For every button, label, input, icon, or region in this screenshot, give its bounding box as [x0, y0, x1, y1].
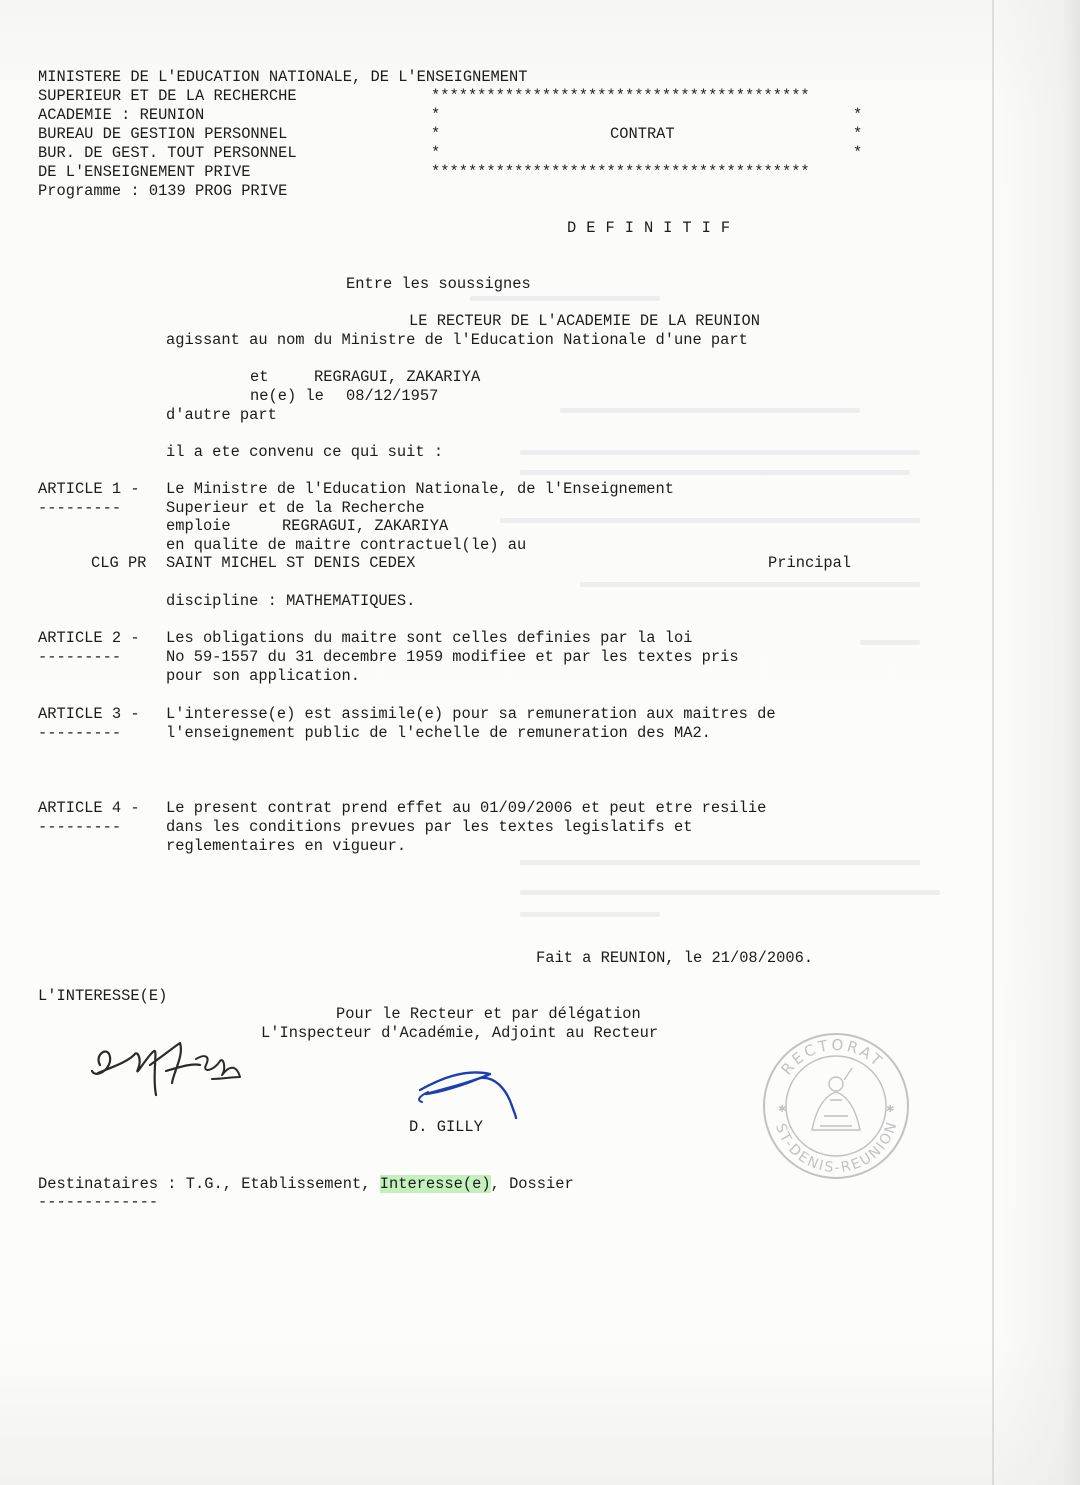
bleed-through-line: [520, 912, 660, 917]
article-3-line-2: l'enseignement public de l'echelle de remuneration des MA2.: [166, 724, 711, 742]
article-1-emploie: emploie: [166, 517, 231, 535]
header-programme: Programme : 0139 PROG PRIVE: [38, 182, 288, 200]
rectorat-stamp: [760, 1030, 912, 1182]
inspecteur-line: L'Inspecteur d'Académie, Adjoint au Recteur: [261, 1024, 659, 1042]
intro-born-date: 08/12/1957: [346, 387, 439, 405]
article-2-line-2: No 59-1557 du 31 decembre 1959 modifiee et par les textes pris: [166, 648, 739, 666]
header-enseignement-prive: DE L'ENSEIGNEMENT PRIVE: [38, 163, 251, 181]
employee-signature: [88, 1035, 248, 1110]
box-left-star: *: [431, 125, 441, 143]
recipients-line: [38, 1175, 574, 1193]
recipients-end: , Dossier: [490, 1175, 574, 1193]
box-left-star: *: [431, 144, 441, 162]
article-4-line-2: dans les conditions prevues par les textes legislatifs et: [166, 818, 693, 836]
contract-status: DEFINITIF: [567, 219, 741, 237]
stamp-bottom-text: ST-DENIS-REUNION: [771, 1118, 901, 1177]
intro-et: et: [250, 368, 269, 386]
intro-agissant: agissant au nom du Ministre de l'Education Nationale d'une part: [166, 331, 748, 349]
article-2-dashes: ---------: [38, 648, 122, 666]
box-left-star: *: [431, 106, 441, 124]
bleed-through-line: [860, 640, 920, 645]
header-bureau: BUREAU DE GESTION PERSONNEL: [38, 125, 288, 143]
article-2-line-1: Les obligations du maitre sont celles definies par la loi: [166, 629, 693, 647]
article-3-dashes: ---------: [38, 724, 122, 742]
recipients-dashes: -------------: [38, 1193, 159, 1211]
stamp-top-text: RECTORAT: [777, 1035, 888, 1079]
box-right-star: *: [853, 106, 863, 124]
bleed-through-line: [470, 296, 660, 301]
article-2-line-3: pour son application.: [166, 667, 360, 685]
stamp-emblem: [812, 1068, 860, 1130]
bleed-through-line: [580, 582, 920, 587]
article-1-line-4: en qualite de maitre contractuel(le) au: [166, 536, 527, 554]
contract-title: CONTRAT: [610, 125, 675, 143]
bleed-through-line: [520, 890, 940, 895]
article-4-line-3: reglementaires en vigueur.: [166, 837, 407, 855]
box-right-star: *: [853, 144, 863, 162]
bleed-through-line: [520, 450, 920, 455]
article-1-discipline: discipline : MATHEMATIQUES.: [166, 592, 416, 610]
article-1-name: REGRAGUI, ZAKARIYA: [282, 517, 449, 535]
article-1-role: Principal: [768, 554, 852, 572]
article-3-label: ARTICLE 3 -: [38, 705, 140, 723]
article-1-dashes: ---------: [38, 499, 122, 517]
delegation-line: Pour le Recteur et par délégation: [336, 1005, 641, 1023]
intro-born-label: ne(e) le: [250, 387, 324, 405]
article-1-school: SAINT MICHEL ST DENIS CEDEX: [166, 554, 416, 572]
article-2-label: ARTICLE 2 -: [38, 629, 140, 647]
intro-name: REGRAGUI, ZAKARIYA: [314, 368, 481, 386]
article-1-line-2: Superieur et de la Recherche: [166, 499, 425, 517]
bleed-through-line: [520, 860, 920, 865]
bleed-through-line: [560, 408, 860, 413]
paper-fold-line: [992, 0, 994, 1485]
intro-entre: Entre les soussignes: [346, 275, 531, 293]
recipients-highlighted: Interesse(e): [379, 1175, 491, 1193]
svg-text:✱: ✱: [886, 1104, 895, 1115]
box-top-border: *****************************************: [431, 87, 810, 105]
recipients-label: Destinataires : T.G., Etablissement,: [38, 1175, 371, 1193]
place-date: Fait a REUNION, le 21/08/2006.: [536, 949, 814, 967]
intro-autre-part: d'autre part: [166, 406, 277, 424]
header-bureau-gest: BUR. DE GEST. TOUT PERSONNEL: [38, 144, 297, 162]
article-3-line-1: L'interesse(e) est assimile(e) pour sa remuneration aux maitres de: [166, 705, 776, 723]
paper-edge-shadow: [994, 0, 1080, 1485]
article-4-label: ARTICLE 4 -: [38, 799, 140, 817]
intro-convenu: il a ete convenu ce qui suit :: [166, 443, 444, 461]
svg-text:✱: ✱: [778, 1104, 787, 1115]
header-academie: ACADEMIE : REUNION: [38, 106, 205, 124]
box-bottom-border: *****************************************: [431, 163, 810, 181]
header-ministry-line-2: SUPERIEUR ET DE LA RECHERCHE: [38, 87, 297, 105]
article-1-label: ARTICLE 1 -: [38, 480, 140, 498]
signatory-name: D. GILLY: [409, 1118, 483, 1136]
article-1-school-prefix: CLG PR: [91, 554, 147, 572]
article-4-line-1: Le present contrat prend effet au 01/09/2006 et peut etre resilie: [166, 799, 767, 817]
bleed-through-line: [500, 518, 920, 523]
article-1-line-1: Le Ministre de l'Education Nationale, de l'Enseignement: [166, 480, 674, 498]
intro-recteur: LE RECTEUR DE L'ACADEMIE DE LA REUNION: [409, 312, 760, 330]
box-right-star: *: [853, 125, 863, 143]
article-4-dashes: ---------: [38, 818, 122, 836]
header-ministry-line-1: MINISTERE DE L'EDUCATION NATIONALE, DE L'ENSEIGNEMENT: [38, 68, 528, 86]
interesse-label: L'INTERESSE(E): [38, 987, 168, 1005]
bleed-through-line: [520, 470, 910, 475]
signatory-signature: [408, 1062, 528, 1122]
